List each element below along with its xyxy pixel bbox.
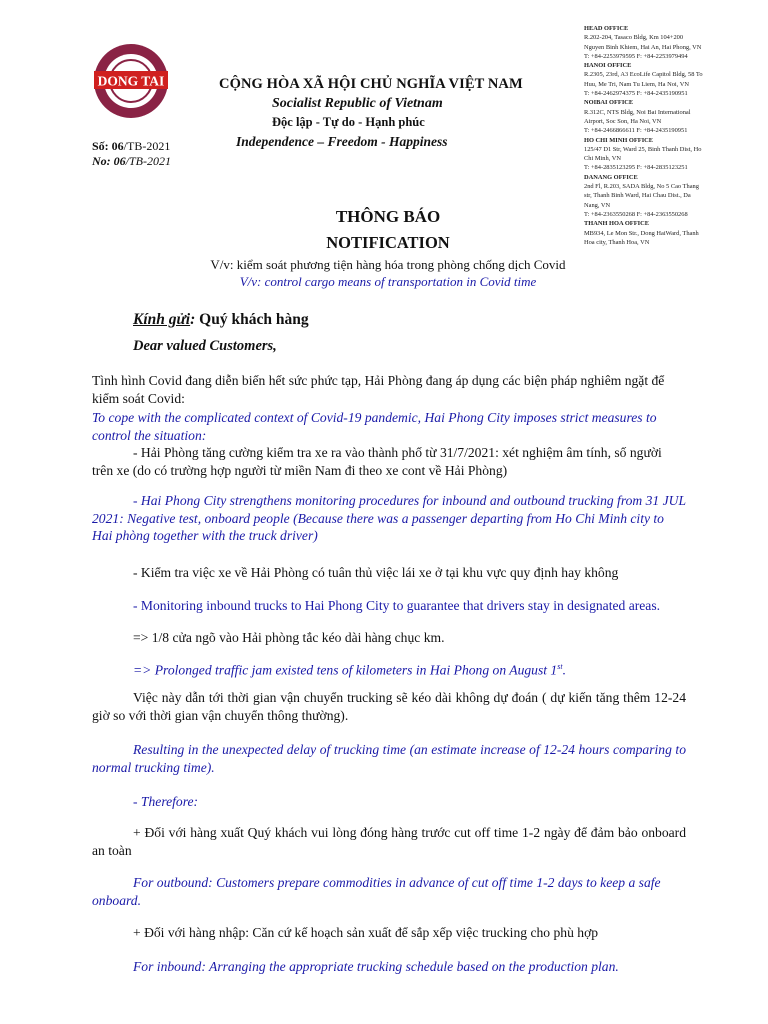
paragraph-monitoring-vn: - Kiểm tra việc xe về Hải Phòng có tuân thủ việc lái xe ở tại khu vực quy định hay không xyxy=(133,565,619,580)
paragraph-checkpoint-en: - Hai Phong City strengthens monitoring procedures for inbound and outbound trucking from 31 JUL 2021: Negative test, onboard people (Because there was a passenger departing from Ho Chi Minh city to Hai phòng together with the truck driver) xyxy=(92,493,686,543)
notice-title-en: NOTIFICATION xyxy=(326,233,450,252)
subject-en: V/v: control cargo means of transportation in Covid time xyxy=(239,274,537,289)
office-line: T: +84-2253979595 F: +84-2253979494 xyxy=(584,52,688,60)
office-heading: THANH HOA OFFICE xyxy=(584,220,649,228)
paragraph-outbound-en: For outbound: Customers prepare commodities in advance of cut off time 1-2 days to keep a safe onboard. xyxy=(92,875,661,908)
office-line: Airport, Soc Son, Ha Noi, VN xyxy=(584,117,662,125)
paragraph-traffic-en xyxy=(92,658,686,679)
office-heading: NOIBAI OFFICE xyxy=(584,99,634,107)
office-line: 125/47 D1 Str, Ward 25, Binh Thanh Dist, Ho xyxy=(584,145,702,153)
office-line: R.202-204, Tasaco Bldg, Km 104+200 xyxy=(584,34,684,42)
notice-title-vn: THÔNG BÁO xyxy=(335,207,441,226)
no-label: No: xyxy=(92,154,111,168)
greeting-en: Dear valued Customers, xyxy=(133,338,277,354)
so-number: 06 xyxy=(111,139,124,153)
greeting-colon: : xyxy=(190,311,196,328)
document-number xyxy=(92,139,171,169)
office-heading: HO CHI MINH OFFICE xyxy=(584,136,654,144)
motto-vn: Độc lập - Tự do - Hạnh phúc xyxy=(272,115,425,129)
office-line: R.312C, NTS Bldg, Noi Bai International xyxy=(584,108,691,116)
no-number: 06 xyxy=(113,154,126,168)
logo-text: DONG TAI xyxy=(97,73,165,89)
paragraph-context-en: To cope with the complicated context of Covid-19 pandemic, Hai Phong City imposes strict measures to control the situation: xyxy=(92,410,657,443)
office-line: Huu, Me Tri, Nam Tu Liem, Ha Noi, VN xyxy=(584,80,689,88)
paragraph-inbound-vn: + Đối với hàng nhập: Căn cứ kế hoạch sản xuất để sắp xếp việc trucking cho phù hợp xyxy=(133,925,599,940)
greeting-label: Kính gửi xyxy=(133,311,191,328)
office-line: MB934, Le Mon Str., Dong HaiWard, Thanh xyxy=(584,229,699,237)
paragraph-delay-vn: Việc này dẫn tới thời gian vận chuyển trucking sẽ kéo dài không dự đoán ( dự kiến tăng thêm 12-24 giờ so với thời gian vận chuyển thông thường). xyxy=(92,690,686,723)
paragraph-monitoring-en: - Monitoring inbound trucks to Hai Phong City to guarantee that drivers stay in designated areas. xyxy=(133,598,661,613)
office-line: Chi Minh, VN xyxy=(584,155,621,163)
paragraph-delay-en: Resulting in the unexpected delay of trucking time (an estimate increase of 12-24 hours comparing to normal trucking time). xyxy=(92,742,686,775)
office-line: T: +84-2466866611 F: +84-2435190951 xyxy=(584,127,688,135)
office-line: T: +84-2835123295 F: +84-2835123251 xyxy=(584,164,688,172)
motto-en: Independence – Freedom - Happiness xyxy=(236,134,448,149)
office-heading: DANANG OFFICE xyxy=(584,173,638,181)
office-line: Hoa city, Thanh Hoa, VN xyxy=(584,238,650,246)
paragraph-outbound-vn: + Đối với hàng xuất Quý khách vui lòng đóng hàng trước cut off time 1-2 ngày để đảm bảo onboard an toàn xyxy=(92,825,686,858)
paragraph-context-vn: Tình hình Covid đang diễn biến hết sức phức tạp, Hải Phòng đang áp dụng các biện pháp nghiêm ngặt để kiểm soát Covid: xyxy=(92,373,665,406)
office-line: Nang, VN xyxy=(584,201,611,209)
office-line: R.2305, 23rd, A3 EcoLife Capitol Bldg, 58 To xyxy=(584,71,703,79)
office-heading: HANOI OFFICE xyxy=(584,62,632,70)
greeting xyxy=(133,311,309,329)
paragraph-therefore: - Therefore: xyxy=(133,794,199,809)
greeting-value: Quý khách hàng xyxy=(199,311,309,328)
office-line: 2nd Fl, R.203, SADA Bldg, No 5 Cao Thang xyxy=(584,183,699,191)
dong-tai-logo xyxy=(92,42,170,120)
office-line: T: +84-2363550268 F: +84-2363550268 xyxy=(584,210,688,218)
country-name-vn: CỘNG HÒA XÃ HỘI CHỦ NGHĨA VIỆT NAM xyxy=(219,76,523,92)
subject-vn: V/v: kiểm soát phương tiện hàng hóa trong phòng chống dịch Covid xyxy=(210,257,566,272)
traffic-en-text: => Prolonged traffic jam existed tens of kilometers in Hai Phong on August 1 xyxy=(133,662,558,678)
so-label: Số: xyxy=(92,139,109,153)
no-code: /TB-2021 xyxy=(125,154,172,168)
traffic-en-suffix: st xyxy=(557,662,563,671)
office-line: str, Thanh Binh Ward, Hai Chau Dist., Da xyxy=(584,192,691,200)
country-name-en: Socialist Republic of Vietnam xyxy=(272,96,443,111)
office-line: T: +84-2462974375 F: +84-2435190951 xyxy=(584,90,688,98)
paragraph-inbound-en: For inbound: Arranging the appropriate trucking schedule based on the production plan. xyxy=(133,959,619,974)
paragraph-checkpoint-vn: - Hải Phòng tăng cường kiểm tra xe ra vào thành phố từ 31/7/2021: xét nghiệm âm tính, số người trên xe (do có trường hợp người từ miền Nam đi theo xe cont về Hải Phòng) xyxy=(92,445,662,478)
so-code: /TB-2021 xyxy=(123,139,171,153)
paragraph-traffic-vn: => 1/8 cửa ngõ vào Hải phòng tắc kéo dài hàng chục km. xyxy=(133,630,445,645)
office-heading: HEAD OFFICE xyxy=(584,25,629,32)
traffic-en-period: . xyxy=(562,662,566,678)
office-line: Nguyen Binh Khiem, Hai An, Hai Phong, VN xyxy=(584,43,702,51)
